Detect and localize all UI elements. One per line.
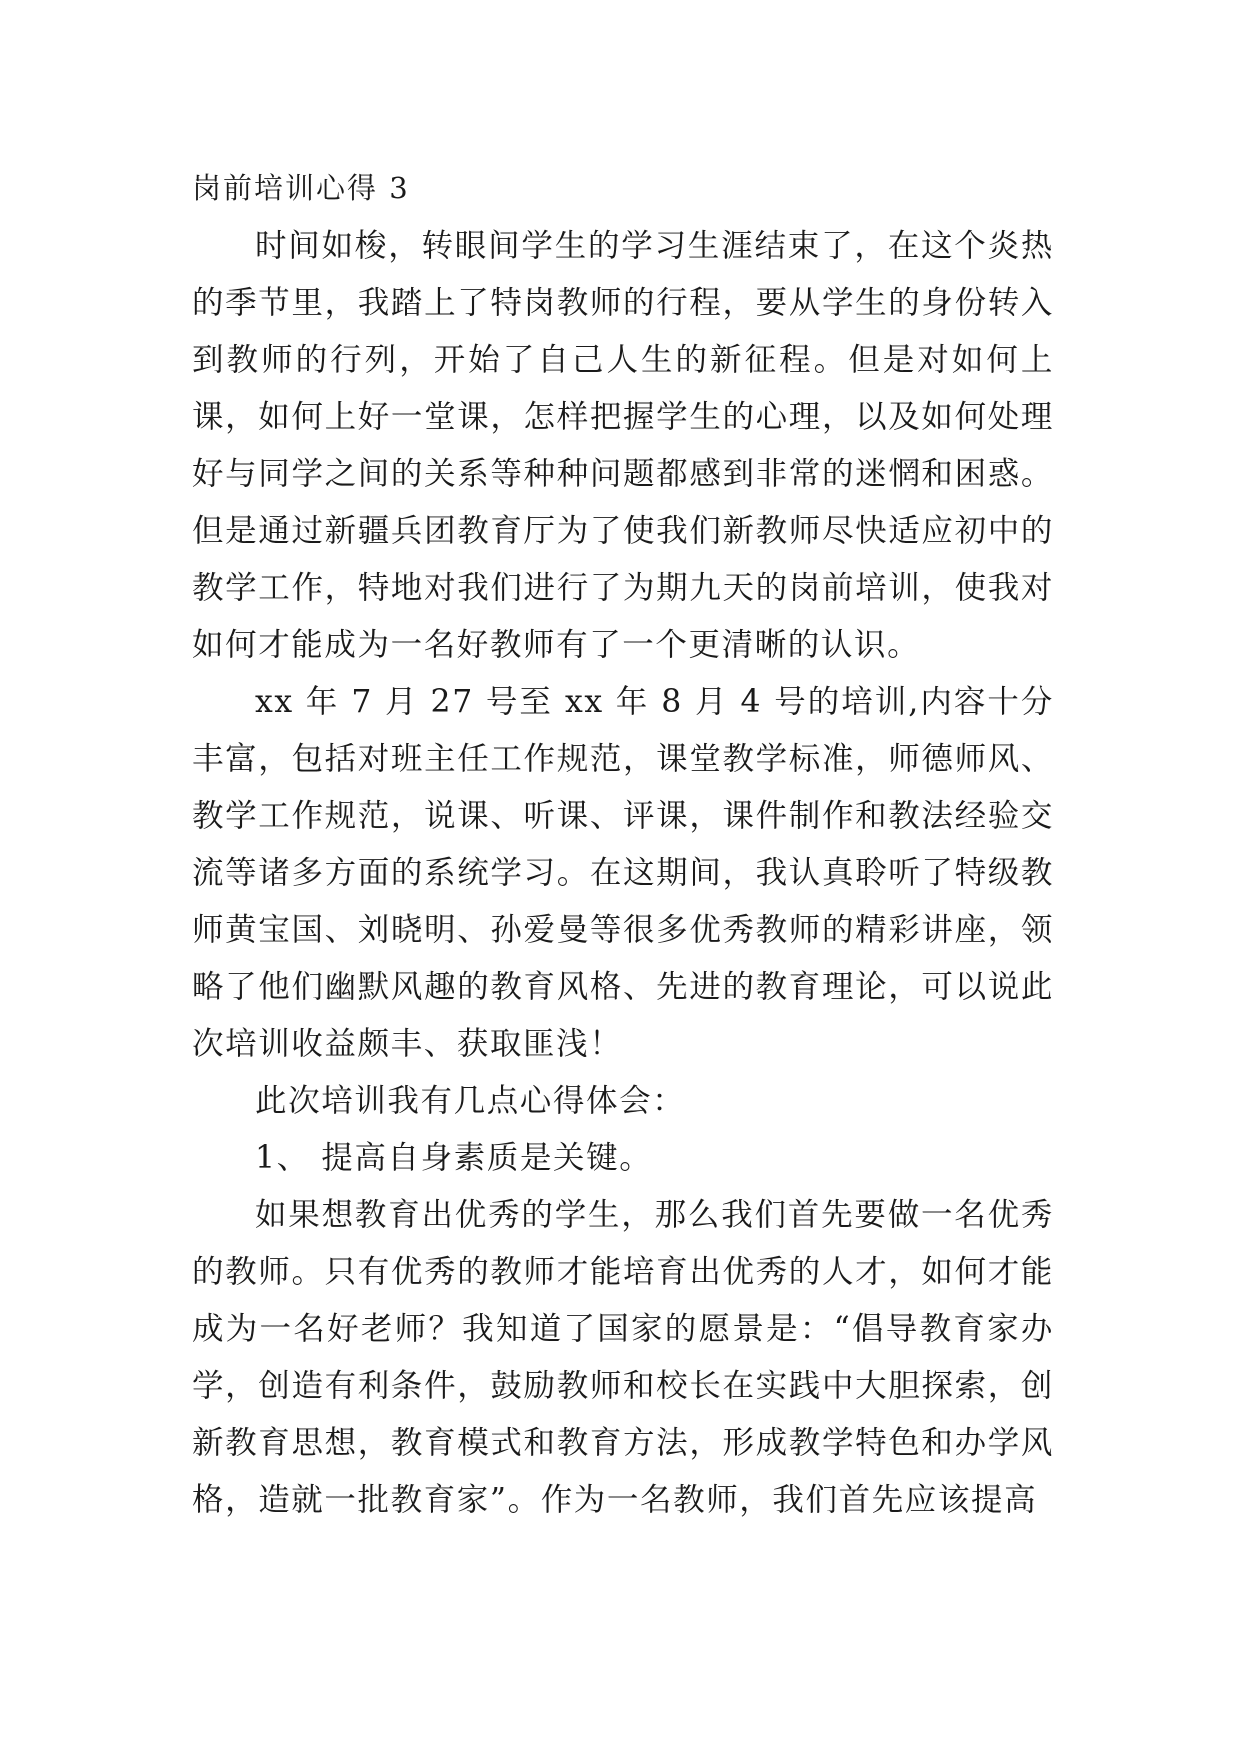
paragraph-intro: 时间如梭，转眼间学生的学习生涯结束了，在这个炎热的季节里，我踏上了特岗教师的行程，要从学生的身份转入到教师的行列，开始了自己人生的新征程。但是对如何上课，如何上好一堂课，怎样把握学生的心理，以及如何处理好与同学之间的关系等种种问题都感到非常的迷惘和困惑。但是通过新疆兵团教育厅为了使我们新教师尽快适应初中的教学工作，特地对我们进行了为期九天的岗前培训，使我对如何才能成为一名好教师有了一个更清晰的认识。	[192, 228, 1054, 663]
paragraph-point-1-body: 如果想教育出优秀的学生，那么我们首先要做一名优秀的教师。只有优秀的教师才能培育出优秀的人才，如何才能成为一名好老师？我知道了国家的愿景是：“倡导教育家办学，创造有利条件，鼓励教师和校长在实践中大胆探索，创新教育思想，教育模式和教育方法，形成教学特色和办学风格，造就一批教育家”。作为一名教师，我们首先应该提高	[192, 1197, 1054, 1518]
paragraph-training-content: xx 年 7 月 27 号至 xx 年 8 月 4 号的培训,内容十分丰富，包括对班主任工作规范，课堂教学标准，师德师风、教学工作规范，说课、听课、评课，课件制作和教法经验交流等诸多方面的系统学习。在这期间，我认真聆听了特级教师黄宝国、刘晓明、孙爱曼等很多优秀教师的精彩讲座，领略了他们幽默风趣的教育风格、先进的教育理论，可以说此次培训收益颇丰、获取匪浅！	[192, 684, 1054, 1062]
document-title: 岗前培训心得 3	[192, 171, 410, 205]
paragraph-insights-intro: 此次培训我有几点心得体会：	[255, 1083, 686, 1119]
paragraph-point-1-heading: 1、 提高自身素质是关键。	[255, 1140, 653, 1176]
document-page	[192, 168, 1054, 1529]
